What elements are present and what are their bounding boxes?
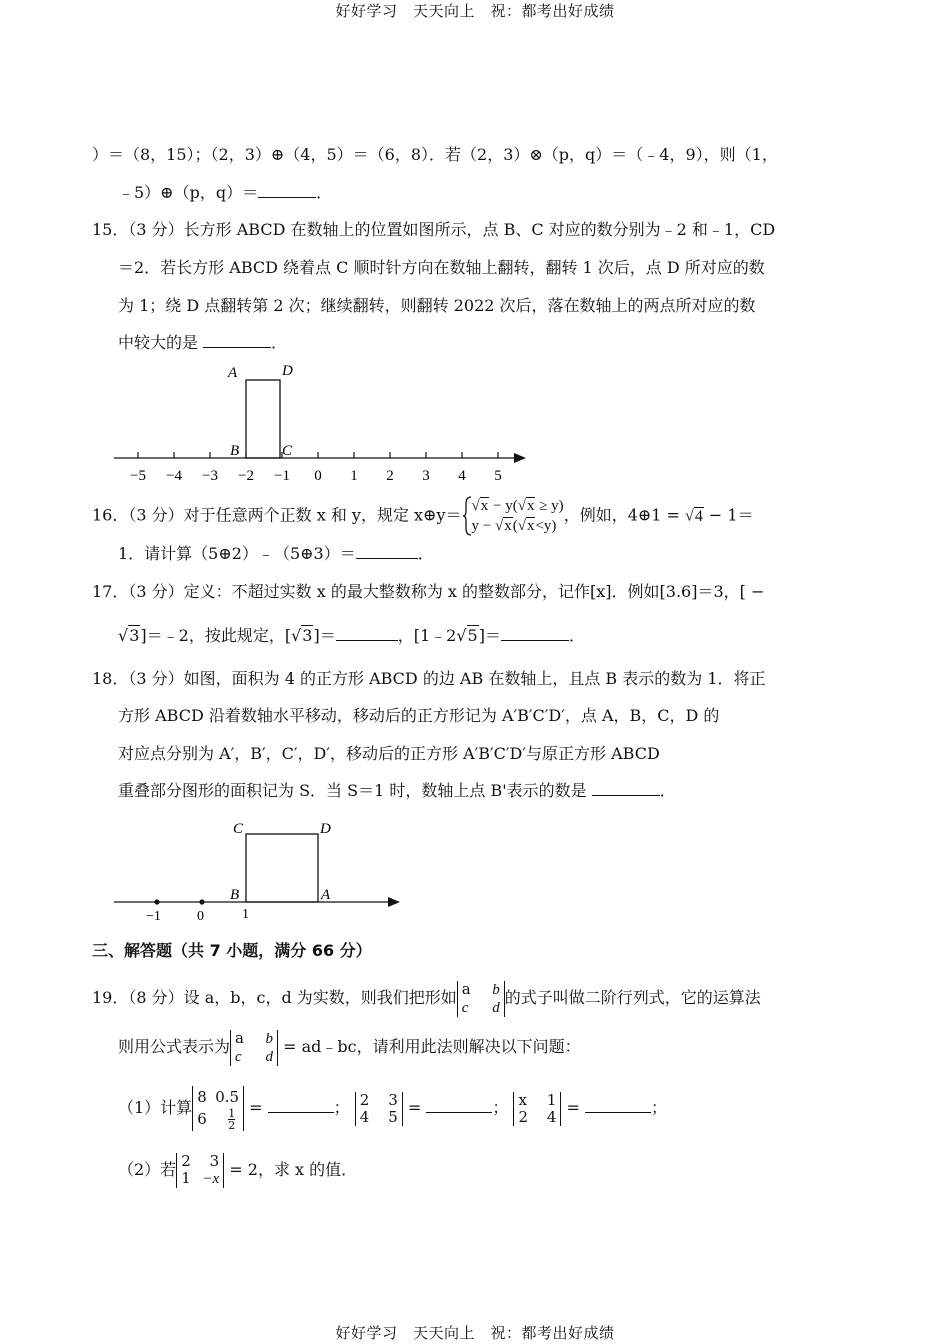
q19-l2a: 则用公式表示为 xyxy=(118,1037,231,1056)
q18-tick-neg1: −1 xyxy=(146,909,161,924)
q19-d2-d: 5 xyxy=(388,1107,398,1126)
q19-p1-label: （1）计算 xyxy=(118,1098,193,1117)
q16-prefix: 16．（3 分）对于任意两个正数 x 和 y，规定 x⊕y＝ xyxy=(92,505,462,525)
q15-label-c: C xyxy=(282,443,293,459)
q18-line4-text: 重叠部分图形的面积记为 S．当 S＝1 时，数轴上点 B'表示的数是 xyxy=(118,781,587,800)
q18-point-neg1 xyxy=(154,899,159,904)
q19-d0-a: a xyxy=(461,979,471,998)
q19-d1-fraction xyxy=(228,1108,235,1131)
q19-det2 xyxy=(355,1092,403,1126)
q15-tick-label: 2 xyxy=(386,468,394,484)
q15-ticks xyxy=(130,452,502,484)
q16-c1-b: − y( xyxy=(489,498,518,514)
q19-line2 xyxy=(118,1029,908,1066)
q15-line4 xyxy=(118,332,908,354)
q19-d2-a: 2 xyxy=(359,1090,370,1109)
q18-tick-1: 1 xyxy=(242,907,249,922)
q19-d0-b: b xyxy=(492,981,500,998)
q19-d4-a: 2 xyxy=(181,1152,191,1170)
section-title: 三、解答题（共 7 小题，满分 66 分） xyxy=(92,941,372,960)
q18-answer-blank xyxy=(592,781,660,796)
q15-tick-label: −3 xyxy=(202,468,218,484)
q19-determinant-def xyxy=(457,981,505,1017)
q17-l2b: ]＝﹣2，按此规定，[ xyxy=(140,626,292,645)
q16-example-a: ，例如，4⊕1 = xyxy=(563,505,686,525)
q17-answer-blank-1 xyxy=(336,626,398,641)
q16-c1-sqrt-x2: x xyxy=(526,498,535,514)
q15-tick-label: −5 xyxy=(130,468,146,484)
q19-answer-blank-3 xyxy=(585,1098,651,1113)
q18-label-a: A xyxy=(321,887,331,903)
q14-line1: ）＝（8，15）；（2，3）⊕（4，5）＝（6，8）．若（2，3）⊗（p，q）＝（﹣4，9），则（1， xyxy=(92,145,778,164)
q19-d4-b: 3 xyxy=(209,1152,220,1170)
q19-d1-num: 1 xyxy=(228,1107,236,1121)
q18-line3: 对应点分别为 A′，B′，C′，D′，移动后的正方形 A′B′C′D′与原正方形 ABCD xyxy=(118,744,660,763)
q18-label-d: D xyxy=(320,821,331,837)
q15-tick-label: 1 xyxy=(350,468,358,484)
q19-d2-b: 3 xyxy=(388,1090,398,1109)
q15-answer-blank xyxy=(203,333,271,348)
q15-end: ． xyxy=(271,333,288,352)
q19-d4-d: −x xyxy=(202,1171,220,1187)
q18-line1: 18．（3 分）如图，面积为 4 的正方形 ABCD 的边 AB 在数轴上，且点 B 表示的数为 1．将正 xyxy=(92,669,766,688)
q18-end: ． xyxy=(659,781,676,800)
q16-brace xyxy=(462,496,472,536)
q19-d3-b: 1 xyxy=(546,1090,557,1109)
q14-line2-text: ﹣5）⊕（p，q）＝ xyxy=(118,183,259,202)
q19-f-d: d xyxy=(265,1048,274,1065)
q19-f-b: b xyxy=(265,1030,274,1047)
q15-rectangle xyxy=(246,380,280,458)
q18-axis-arrow xyxy=(388,897,400,907)
q17-end: ． xyxy=(568,626,585,645)
q18-point-0 xyxy=(199,899,204,904)
q17-answer-blank-2 xyxy=(501,626,569,641)
q15-line2: ＝2．若长方形 ABCD 绕着点 C 顺时针方向在数轴上翻转，翻转 1 次后，点 D 所对应的数 xyxy=(118,258,765,277)
q19-l1b: 的式子叫做二阶行列式，它的运算法 xyxy=(504,988,761,1007)
q19-l1a: 19．（8 分）设 a，b，c，d 为实数，则我们把形如 xyxy=(92,988,457,1007)
q16-example-b: 4 xyxy=(694,507,703,525)
q18-label-b: B xyxy=(230,887,240,903)
q16-line1 xyxy=(92,496,882,534)
q15-tick-label: −2 xyxy=(238,468,254,484)
q19-part1 xyxy=(118,1084,908,1132)
q19-sep3: ； xyxy=(651,1098,668,1117)
q18-square xyxy=(246,834,318,902)
q19-eq1: = xyxy=(249,1098,263,1117)
q19-d3-d: 4 xyxy=(546,1107,557,1126)
q15-label-d: D xyxy=(282,363,293,379)
q15-line3: 为 1；绕 D 点翻转第 2 次；继续翻转，则翻转 2022 次后，落在数轴上的两点所对应的数 xyxy=(118,296,756,315)
q18-line2: 方形 ABCD 沿着数轴水平移动，移动后的正方形记为 A′B′C′D′，点 A，B，C，D 的 xyxy=(118,706,720,725)
q19-determinant-formula xyxy=(230,1030,278,1066)
q19-p2-label: （2）若 xyxy=(118,1160,177,1179)
q16-c2-e: <y) xyxy=(535,518,557,534)
q15-figure xyxy=(100,356,540,490)
q17-l2d: ]＝ xyxy=(313,626,336,645)
q16-c1-d: ≥ y) xyxy=(535,498,564,514)
q15-tick-label: −1 xyxy=(274,468,290,484)
q16-c1-sqrt-x: x xyxy=(480,498,489,514)
q14-answer-blank xyxy=(258,183,316,198)
q15-tick-label: 4 xyxy=(458,468,466,484)
page-header: 好好学习 天天向上 祝：都考出好成绩 xyxy=(335,2,615,20)
q19-d4-c: 1 xyxy=(181,1169,191,1187)
q19-part2 xyxy=(118,1152,908,1188)
page-footer: 好好学习 天天向上 祝：都考出好成绩 xyxy=(335,1324,615,1342)
q16-example-c: − 1＝ xyxy=(703,505,754,525)
q17-line1: 17．（3 分）定义：不超过实数 x 的最大整数称为 x 的整数部分，记作[x]．例如[3.6]＝3，[ − xyxy=(92,582,765,601)
q15-line1: 15．（3 分）长方形 ABCD 在数轴上的位置如图所示，点 B、C 对应的数分别为﹣2 和﹣1，CD xyxy=(92,220,776,239)
q18-label-c: C xyxy=(233,821,244,837)
q19-d0-d: d xyxy=(492,999,500,1016)
q18-figure xyxy=(100,814,410,926)
q16-answer-blank xyxy=(356,544,418,559)
q19-det3 xyxy=(513,1092,561,1126)
q19-d2-c: 4 xyxy=(359,1107,370,1126)
q19-eq2: = xyxy=(407,1098,422,1117)
q15-tick-label: −4 xyxy=(166,468,182,484)
q17-sqrt3-a: 3 xyxy=(129,626,140,645)
q16-case2: y − √x(√x<y) xyxy=(471,518,557,534)
q19-det4 xyxy=(176,1153,224,1188)
q19-d1-den: 2 xyxy=(228,1119,236,1133)
q19-d0-c: c xyxy=(461,999,469,1016)
q17-l2e: ，[1﹣2 xyxy=(397,626,457,645)
q16-c2-sqrt-x: x xyxy=(504,518,512,534)
q17-sqrt5: 5 xyxy=(467,626,478,645)
q16-end: ． xyxy=(417,544,434,563)
q17-line2: √3]＝﹣2，按此规定，[√3]＝ ，[1﹣2√5]＝ ． xyxy=(118,626,585,645)
q16-case1: √x − y(√x ≥ y) xyxy=(471,498,564,514)
q19-answer-blank-1 xyxy=(268,1098,334,1113)
q19-d1-c: 6 xyxy=(197,1109,207,1128)
q19-p2-end: = 2，求 x 的值． xyxy=(229,1160,358,1179)
q16-cases xyxy=(472,496,564,536)
q16-c2-c: ( xyxy=(512,518,518,534)
q16-example-root: √4 xyxy=(685,507,703,525)
q19-f-c: c xyxy=(235,1048,242,1065)
q16-line2 xyxy=(118,543,908,565)
q15-axis-arrow xyxy=(514,453,526,463)
q19-det1 xyxy=(192,1086,244,1132)
q19-d3-a: x xyxy=(518,1090,527,1109)
q15-label-b: B xyxy=(230,443,240,459)
q19-answer-blank-2 xyxy=(426,1098,492,1113)
q16-c2-sqrt-x2: x xyxy=(526,518,535,534)
q14-end: ． xyxy=(316,183,333,202)
q19-l2b: = ad﹣bc，请利用此法则解决以下问题： xyxy=(283,1037,581,1056)
q19-d3-c: 2 xyxy=(518,1107,528,1126)
q19-sep2: ； xyxy=(492,1098,509,1117)
q15-label-a: A xyxy=(228,365,238,381)
q15-tick-label: 3 xyxy=(422,468,430,484)
q15-tick-label: 0 xyxy=(314,468,322,484)
q19-line1 xyxy=(92,980,882,1017)
q14-line2 xyxy=(118,182,908,204)
q19-d1-a: 8 xyxy=(197,1087,207,1106)
q16-line2-text: 1．请计算（5⊕2）﹣（5⊕3）＝ xyxy=(118,544,356,563)
q15-line4-text: 中较大的是 xyxy=(118,333,199,352)
q17-sqrt3-b: 3 xyxy=(302,626,313,645)
q18-line4 xyxy=(118,780,908,802)
q18-tick-0: 0 xyxy=(197,909,204,924)
q17-l2g: ]＝ xyxy=(478,626,501,645)
q15-tick-label: 5 xyxy=(494,468,502,484)
q19-f-a: a xyxy=(235,1028,244,1047)
q19-sep1: ； xyxy=(333,1098,350,1117)
q19-d1-b: 0.5 xyxy=(215,1087,240,1106)
q16-c2-a: y − xyxy=(471,518,495,534)
q19-eq3: = xyxy=(566,1098,580,1117)
